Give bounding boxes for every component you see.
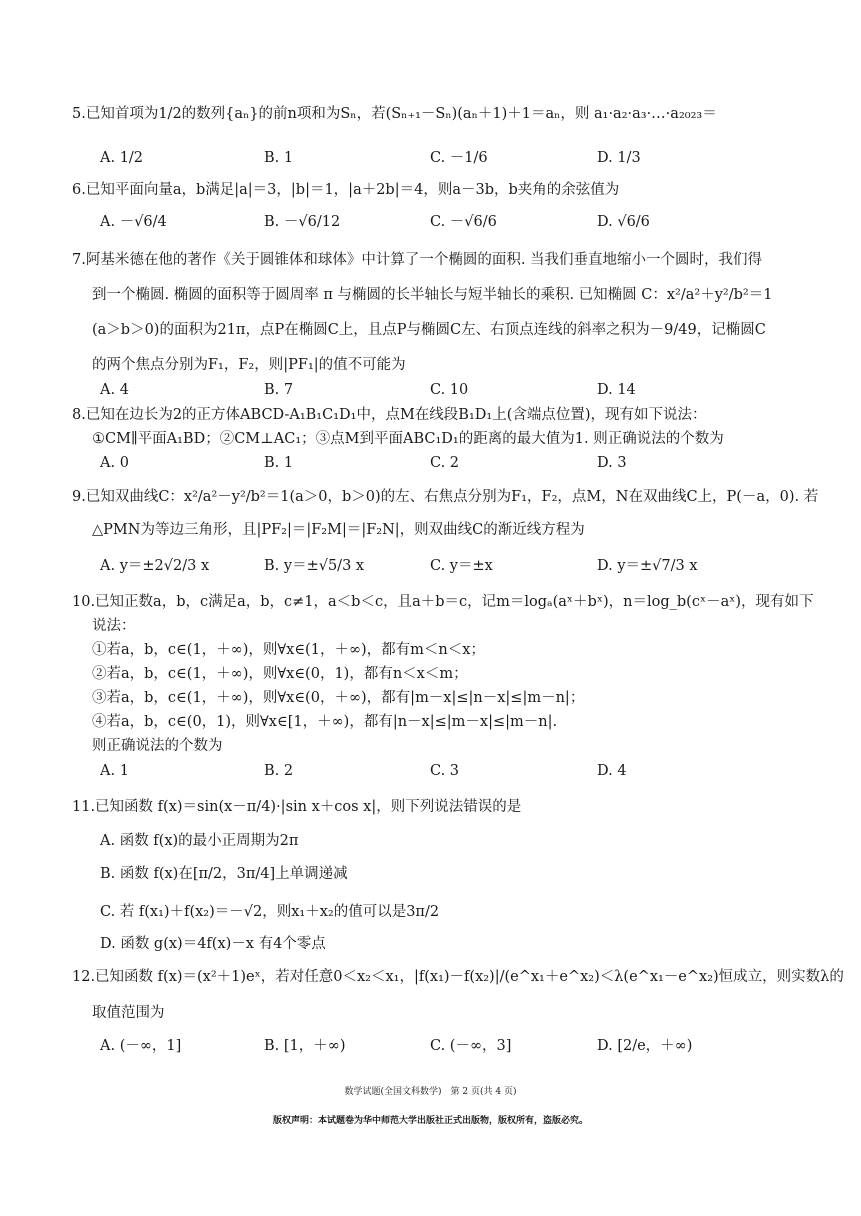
question-6-option-b: B. －√6/12 <box>264 214 341 230</box>
question-7-option-a: A. 4 <box>100 382 129 398</box>
question-10-option-c: C. 3 <box>430 763 460 779</box>
question-7-option-b: B. 7 <box>264 382 294 398</box>
question-8-stem-line: ①CM∥平面A₁BD；②CM⊥AC₁；③点M到平面ABC₁D₁的距离的最大值为1. 则正确说法的个数为 <box>92 431 724 447</box>
question-10-prompt: 则正确说法的个数为 <box>92 738 223 754</box>
question-12-option-a: A. (－∞，1] <box>100 1038 182 1054</box>
question-9-option-b: B. y＝±√5/3 x <box>264 558 365 574</box>
question-7-option-c: C. 10 <box>430 382 469 398</box>
question-10-option-b: B. 2 <box>264 763 294 779</box>
question-7-option-d: D. 14 <box>597 382 636 398</box>
question-6-option-a: A. －√6/4 <box>100 214 167 230</box>
question-10-stem-line: 10.已知正数a，b，c满足a，b，c≠1，a＜b＜c，且a＋b＝c，记m＝logₐ(aˣ＋bˣ)，n＝log_b(cˣ－aˣ)，现有如下 <box>72 594 814 610</box>
question-10-statement-2: ②若a，b，c∈(1，＋∞)，则∀x∈(0，1)，都有n＜x＜m； <box>92 666 468 682</box>
question-12-option-d: D. [2/e，＋∞) <box>597 1038 693 1054</box>
question-11-option-a: A. 函数 f(x)的最小正周期为2π <box>100 833 299 849</box>
question-9-option-c: C. y＝±x <box>430 558 493 574</box>
question-8-option-d: D. 3 <box>597 455 627 471</box>
question-10-stem-line: 说法： <box>92 618 136 634</box>
question-12-option-c: C. (－∞，3] <box>430 1038 512 1054</box>
page-info: 数学试题(全国文科数学) 第 2 页(共 4 页) <box>344 1087 517 1097</box>
question-7-stem-line: (a＞b＞0)的面积为21π，点P在椭圆C上，且点P与椭圆C左、右顶点连线的斜率之积为－9/49，记椭圆C <box>92 322 766 338</box>
question-11-stem: 11.已知函数 f(x)＝sin(x－π/4)·|sin x＋cos x|，则下列说法错误的是 <box>72 799 522 815</box>
question-12-stem-line: 取值范围为 <box>92 1005 165 1021</box>
question-8-option-b: B. 1 <box>264 455 294 471</box>
question-11-option-c: C. 若 f(x₁)＋f(x₂)＝－√2，则x₁＋x₂的值可以是3π/2 <box>100 904 440 920</box>
question-11-option-d: D. 函数 g(x)＝4f(x)－x 有4个零点 <box>100 936 326 952</box>
question-10-option-d: D. 4 <box>597 763 627 779</box>
question-7-stem-line: 到一个椭圆. 椭圆的面积等于圆周率 π 与椭圆的长半轴长与短半轴长的乘积. 已知椭圆 C：x²/a²＋y²/b²＝1 <box>92 287 773 303</box>
question-10-statement-4: ④若a，b，c∈(0，1)，则∀x∈[1，＋∞)，都有|n－x|≤|m－x|≤|m－n|. <box>92 714 558 730</box>
question-9-option-a: A. y＝±2√2/3 x <box>100 558 210 574</box>
question-6-option-c: C. －√6/6 <box>430 214 497 230</box>
question-5-stem: 5.已知首项为1/2的数列{aₙ}的前n项和为Sₙ，若(Sₙ₊₁－Sₙ)(aₙ＋1)＋1＝aₙ，则 a₁·a₂·a₃·…·a₂₀₂₃＝ <box>72 106 717 122</box>
question-8-option-a: A. 0 <box>100 455 129 471</box>
question-5-option-b: B. 1 <box>264 150 294 166</box>
question-6-stem: 6.已知平面向量a，b满足|a|＝3，|b|＝1，|a＋2b|＝4，则a－3b，b夹角的余弦值为 <box>72 182 620 198</box>
question-12-stem-line: 12.已知函数 f(x)＝(x²＋1)eˣ，若对任意0＜x₂＜x₁，|f(x₁)－f(x₂)|/(e^x₁＋e^x₂)＜λ(e^x₁－e^x₂)恒成立，则实数λ的 <box>72 969 844 985</box>
question-7-stem-line: 7.阿基米德在他的著作《关于圆锥体和球体》中计算了一个椭圆的面积. 当我们垂直地缩小一个圆时，我们得 <box>72 252 763 268</box>
question-5-option-d: D. 1/3 <box>597 150 641 166</box>
question-9-stem-line: 9.已知双曲线C：x²/a²－y²/b²＝1(a＞0，b＞0)的左、右焦点分别为F₁，F₂，点M，N在双曲线C上，P(－a，0). 若 <box>72 489 819 505</box>
question-9-option-d: D. y＝±√7/3 x <box>597 558 698 574</box>
question-10-option-a: A. 1 <box>100 763 129 779</box>
question-7-stem-line: 的两个焦点分别为F₁，F₂，则|PF₁|的值不可能为 <box>92 357 406 373</box>
question-10-statement-1: ①若a，b，c∈(1，＋∞)，则∀x∈(1，＋∞)，都有m＜n＜x； <box>92 642 485 658</box>
copyright-notice: 版权声明：本试题卷为华中师范大学出版社正式出版物，版权所有，盗版必究。 <box>272 1116 588 1126</box>
question-5-option-a: A. 1/2 <box>100 150 144 166</box>
question-11-option-b: B. 函数 f(x)在[π/2，3π/4]上单调递减 <box>100 866 348 882</box>
question-10-statement-3: ③若a，b，c∈(1，＋∞)，则∀x∈(0，＋∞)，都有|m－x|≤|n－x|≤|m－n|； <box>92 690 585 706</box>
question-8-option-c: C. 2 <box>430 455 460 471</box>
question-8-stem-line: 8.已知在边长为2的正方体ABCD-A₁B₁C₁D₁中，点M在线段B₁D₁上(含端点位置)，现有如下说法： <box>72 407 707 423</box>
question-9-stem-line: △PMN为等边三角形，且|PF₂|＝|F₂M|＝|F₂N|，则双曲线C的渐近线方程为 <box>92 522 585 538</box>
question-5-option-c: C. －1/6 <box>430 150 488 166</box>
question-12-option-b: B. [1，＋∞) <box>264 1038 346 1054</box>
question-6-option-d: D. √6/6 <box>597 214 650 230</box>
